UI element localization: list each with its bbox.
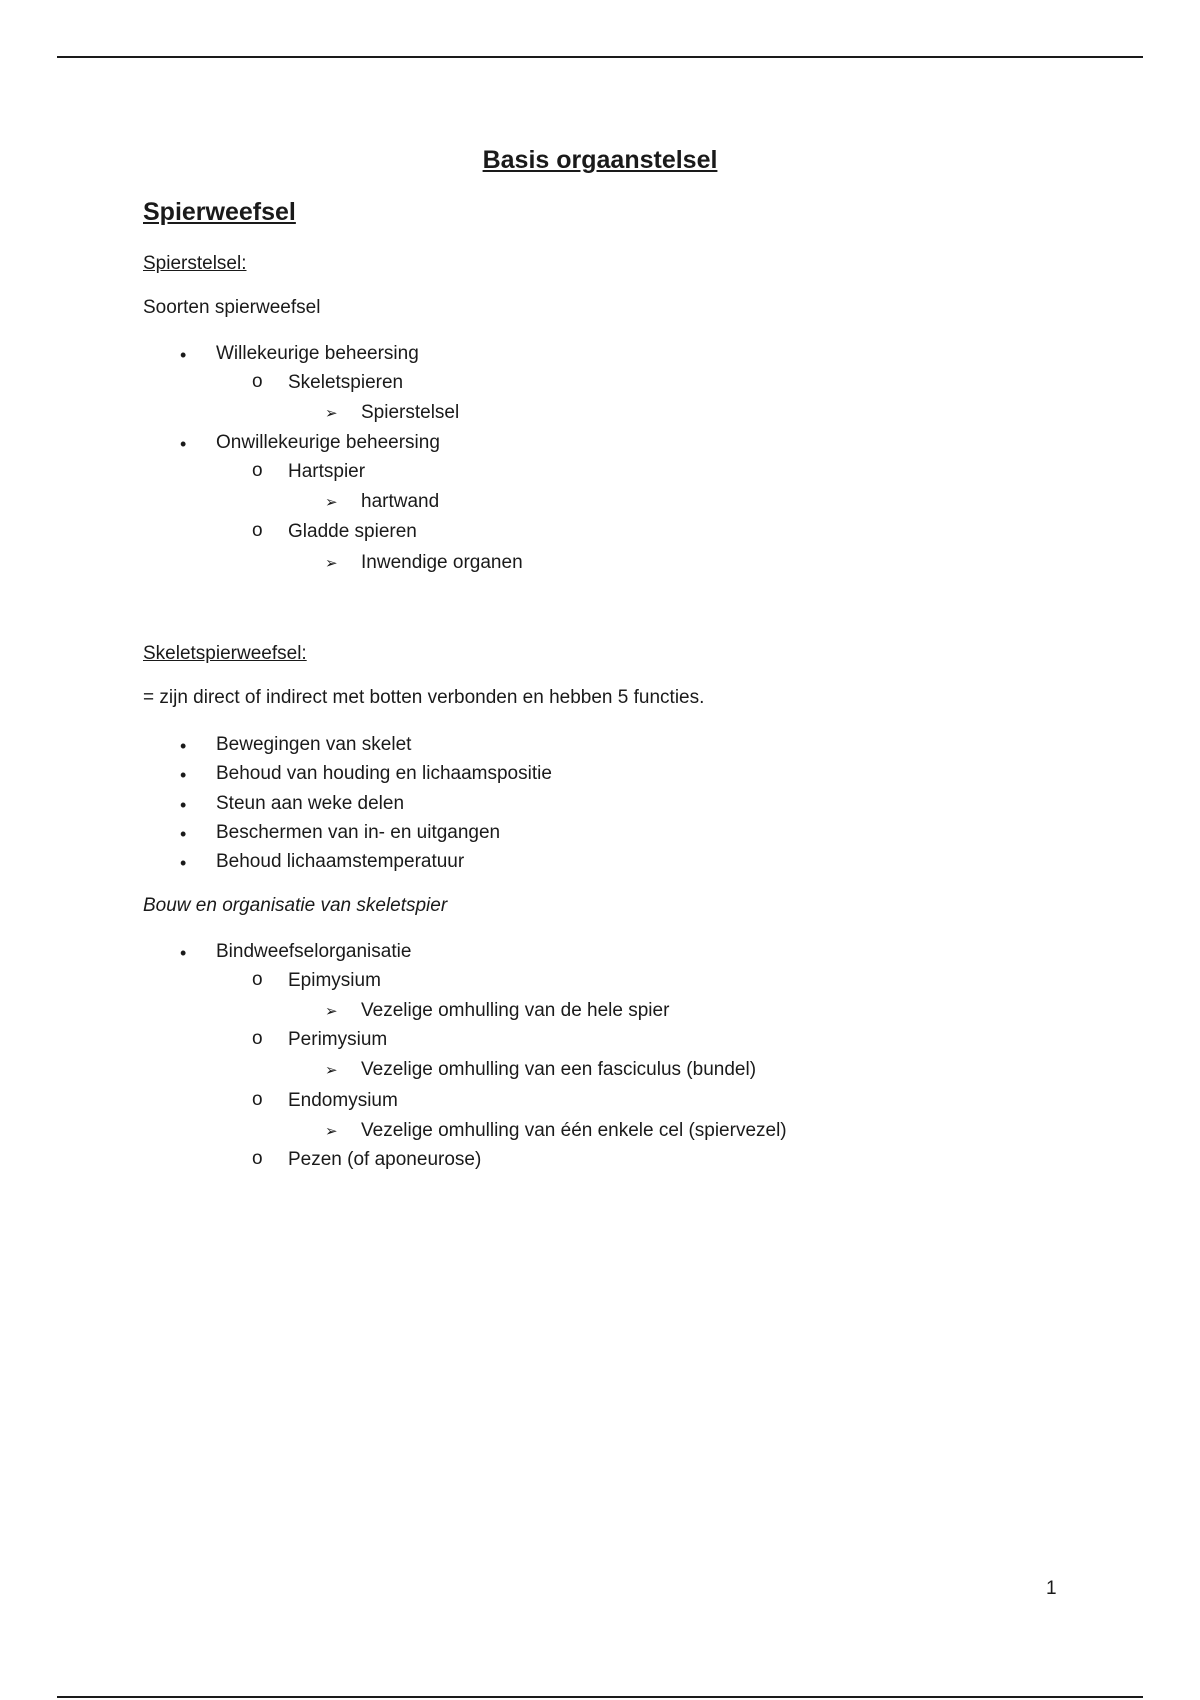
arrow-marker: ➢ (325, 555, 338, 572)
bullet-marker: • (180, 736, 187, 756)
page-title: Basis orgaanstelsel (482, 146, 718, 174)
list-item: Vezelige omhulling van één enkele cel (spiervezel) (361, 1120, 787, 1141)
section-heading-spierweefsel: Spierweefsel (143, 198, 296, 226)
bullet-marker: • (180, 853, 187, 873)
circle-marker: o (252, 1148, 263, 1169)
list-item: Endomysium (288, 1090, 398, 1111)
list-item: Bindweefselorganisatie (216, 941, 412, 962)
circle-marker: o (252, 520, 263, 541)
list-item: Beschermen van in- en uitgangen (216, 822, 501, 843)
subheading-bouw-organisatie: Bouw en organisatie van skeletspier (143, 895, 448, 916)
circle-marker: o (252, 1089, 263, 1110)
list-item: Vezelige omhulling van een fasciculus (bundel) (361, 1059, 757, 1080)
list-item: Hartspier (288, 461, 366, 482)
arrow-marker: ➢ (325, 1062, 338, 1079)
bullet-marker: • (180, 765, 187, 785)
bullet-marker: • (180, 434, 187, 454)
page-number: 1 (1046, 1578, 1057, 1599)
circle-marker: o (252, 371, 263, 392)
arrow-marker: ➢ (325, 494, 338, 511)
circle-marker: o (252, 969, 263, 990)
list-item: Spierstelsel (361, 402, 460, 423)
arrow-marker: ➢ (325, 1003, 338, 1020)
list-item: Behoud van houding en lichaamspositie (216, 763, 552, 784)
arrow-marker: ➢ (325, 1123, 338, 1140)
bullet-marker: • (180, 943, 187, 963)
header-rule (57, 56, 1143, 58)
list-item: Pezen (of aponeurose) (288, 1149, 482, 1170)
subheading-spierstelsel: Spierstelsel: (143, 253, 247, 274)
bullet-marker: • (180, 824, 187, 844)
subheading-skeletspierweefsel: Skeletspierweefsel: (143, 643, 307, 664)
list-item: Vezelige omhulling van de hele spier (361, 1000, 670, 1021)
list-item: Gladde spieren (288, 521, 417, 542)
list-item: Steun aan weke delen (216, 793, 405, 814)
footer-rule (57, 1696, 1143, 1698)
list-item: Epimysium (288, 970, 381, 991)
list-item: Willekeurige beheersing (216, 343, 419, 364)
circle-marker: o (252, 460, 263, 481)
list-item: Behoud lichaamstemperatuur (216, 851, 465, 872)
circle-marker: o (252, 1028, 263, 1049)
arrow-marker: ➢ (325, 405, 338, 422)
intro-soorten-spierweefsel: Soorten spierweefsel (143, 297, 321, 318)
list-item: Onwillekeurige beheersing (216, 432, 440, 453)
list-item: hartwand (361, 491, 440, 512)
list-item: Perimysium (288, 1029, 388, 1050)
list-item: Skeletspieren (288, 372, 404, 393)
bullet-marker: • (180, 345, 187, 365)
definition-text: = zijn direct of indirect met botten verbonden en hebben 5 functies. (143, 687, 705, 708)
bullet-marker: • (180, 795, 187, 815)
list-item: Bewegingen van skelet (216, 734, 412, 755)
list-item: Inwendige organen (361, 552, 523, 573)
